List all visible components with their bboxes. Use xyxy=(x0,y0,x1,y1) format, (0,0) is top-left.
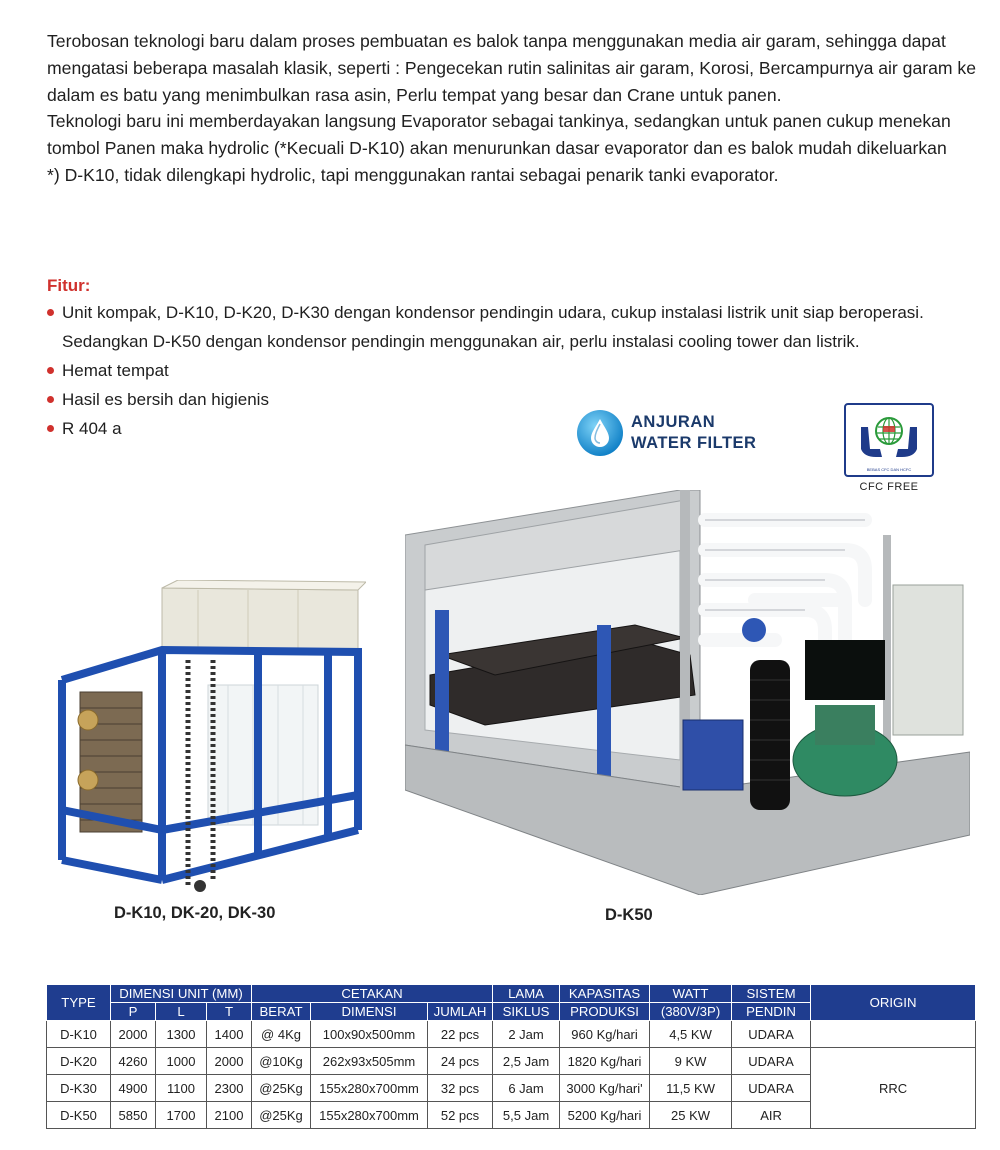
cell-l: 1000 xyxy=(156,1048,207,1075)
d-k50-machine-image xyxy=(405,490,970,895)
col-dimensi: DIMENSI xyxy=(311,1003,428,1021)
feature-item xyxy=(47,414,927,443)
col-type: TYPE xyxy=(47,985,111,1021)
col-watt: WATT xyxy=(650,985,732,1003)
cell-l: 1100 xyxy=(156,1075,207,1102)
bullet-icon xyxy=(47,425,54,432)
cell-p: 4260 xyxy=(111,1048,156,1075)
cfc-free-badge xyxy=(844,403,934,493)
feature-text: Hemat tempat xyxy=(62,361,169,380)
col-voltage: (380V/3P) xyxy=(650,1003,732,1021)
water-drop-icon xyxy=(575,408,625,458)
feature-item xyxy=(47,385,927,414)
col-produksi: PRODUKSI xyxy=(560,1003,650,1021)
cell-watt: 9 KW xyxy=(650,1048,732,1075)
intro-paragraph: Terobosan teknologi baru dalam proses pembuatan es balok tanpa menggunakan media air garam, sehingga dapat mengatasi beberapa masalah klasik, seperti : Pengecekan rutin salinitas air garam, Korosi, Bercampurnya air garam ke dalam es batu yang menimbulkan rasa asin, Perlu tempat yang besar dan Crane untuk panen. xyxy=(47,31,977,105)
cell-kapasitas: 960 Kg/hari xyxy=(560,1021,650,1048)
cell-dimensi: 262x93x505mm xyxy=(311,1048,428,1075)
cell-lama: 2 Jam xyxy=(493,1021,560,1048)
cell-dimensi: 155x280x700mm xyxy=(311,1102,428,1129)
col-lama: LAMA xyxy=(493,985,560,1003)
hands-globe-icon xyxy=(846,405,932,475)
feature-text: Hasil es bersih dan higienis xyxy=(62,390,269,409)
table-header-row xyxy=(47,985,976,1003)
col-dimensi-unit: DIMENSI UNIT (MM) xyxy=(111,985,252,1003)
col-l: L xyxy=(156,1003,207,1021)
col-sistem: SISTEM xyxy=(732,985,811,1003)
cfc-free-label: CFC FREE xyxy=(859,481,919,493)
cell-lama: 5,5 Jam xyxy=(493,1102,560,1129)
cell-l: 1700 xyxy=(156,1102,207,1129)
cell-jumlah: 22 pcs xyxy=(428,1021,493,1048)
col-pendin: PENDIN xyxy=(732,1003,811,1021)
water-filter-line1: ANJURAN xyxy=(631,413,716,431)
cell-lama: 2,5 Jam xyxy=(493,1048,560,1075)
cell-jumlah: 52 pcs xyxy=(428,1102,493,1129)
col-berat: BERAT xyxy=(252,1003,311,1021)
cell-sistem: UDARA xyxy=(732,1075,811,1102)
feature-item xyxy=(47,298,927,356)
col-cetakan: CETAKAN xyxy=(252,985,493,1003)
water-filter-line2: WATER FILTER xyxy=(631,434,757,452)
cell-berat: @25Kg xyxy=(252,1102,311,1129)
cell-p: 4900 xyxy=(111,1075,156,1102)
cell-p: 5850 xyxy=(111,1102,156,1129)
small-machine-caption: D-K10, DK-20, DK-30 xyxy=(114,904,276,922)
cell-dimensi: 155x280x700mm xyxy=(311,1075,428,1102)
cfc-logo xyxy=(844,403,934,477)
water-filter-badge xyxy=(575,408,756,458)
col-kapasitas: KAPASITAS xyxy=(560,985,650,1003)
d-k10-machine-image xyxy=(58,580,366,900)
cell-watt: 11,5 KW xyxy=(650,1075,732,1102)
col-p: P xyxy=(111,1003,156,1021)
cell-origin-empty xyxy=(811,1021,976,1048)
cell-p: 2000 xyxy=(111,1021,156,1048)
cell-type: D-K10 xyxy=(47,1021,111,1048)
cell-t: 2100 xyxy=(207,1102,252,1129)
cell-watt: 4,5 KW xyxy=(650,1021,732,1048)
intro-text xyxy=(47,28,977,189)
cell-sistem: UDARA xyxy=(732,1048,811,1075)
cell-origin: RRC xyxy=(811,1048,976,1129)
col-jumlah: JUMLAH xyxy=(428,1003,493,1021)
col-origin: ORIGIN xyxy=(811,985,976,1021)
intro-paragraph: Teknologi baru ini memberdayakan langsung Evaporator sebagai tankinya, sedangkan untuk panen cukup menekan tombol Panen maka hydrolic (*Kecuali D-K10) akan menurunkan dasar evaporator dan es balok mudah dikeluarkan xyxy=(47,111,951,159)
features-list xyxy=(47,298,927,443)
features-heading: Fitur: xyxy=(47,276,91,295)
cell-t: 2000 xyxy=(207,1048,252,1075)
cell-t: 1400 xyxy=(207,1021,252,1048)
big-machine-caption: D-K50 xyxy=(605,906,653,924)
cell-lama: 6 Jam xyxy=(493,1075,560,1102)
cell-l: 1300 xyxy=(156,1021,207,1048)
feature-text: Unit kompak, D-K10, D-K20, D-K30 dengan kondensor pendingin udara, cukup instalasi listrik unit siap beroperasi. Sedangkan D-K50 dengan kondensor pendingin menggunakan air, perlu instalasi cooling tower dan listrik. xyxy=(62,303,924,351)
cell-berat: @25Kg xyxy=(252,1075,311,1102)
cell-berat: @10Kg xyxy=(252,1048,311,1075)
cell-berat: @ 4Kg xyxy=(252,1021,311,1048)
cell-sistem: AIR xyxy=(732,1102,811,1129)
feature-text: R 404 a xyxy=(62,419,122,438)
cell-kapasitas: 1820 Kg/hari xyxy=(560,1048,650,1075)
cell-t: 2300 xyxy=(207,1075,252,1102)
bullet-icon xyxy=(47,396,54,403)
col-t: T xyxy=(207,1003,252,1021)
cell-type: D-K50 xyxy=(47,1102,111,1129)
intro-footnote: *) D-K10, tidak dilengkapi hydrolic, tapi menggunakan rantai sebagai penarik tanki evaporator. xyxy=(47,164,779,185)
table-row xyxy=(47,1021,976,1048)
table-row xyxy=(47,1048,976,1075)
cell-type: D-K30 xyxy=(47,1075,111,1102)
col-siklus: SIKLUS xyxy=(493,1003,560,1021)
cell-sistem: UDARA xyxy=(732,1021,811,1048)
cell-kapasitas: 5200 Kg/hari xyxy=(560,1102,650,1129)
cell-jumlah: 32 pcs xyxy=(428,1075,493,1102)
cell-kapasitas: 3000 Kg/hari' xyxy=(560,1075,650,1102)
cell-jumlah: 24 pcs xyxy=(428,1048,493,1075)
spec-table xyxy=(46,984,976,1129)
bullet-icon xyxy=(47,309,54,316)
cell-type: D-K20 xyxy=(47,1048,111,1075)
cell-watt: 25 KW xyxy=(650,1102,732,1129)
bullet-icon xyxy=(47,367,54,374)
cell-dimensi: 100x90x500mm xyxy=(311,1021,428,1048)
cfc-logo-text: BEBAS CFC DAN HCFC xyxy=(866,467,912,472)
feature-item xyxy=(47,356,927,385)
